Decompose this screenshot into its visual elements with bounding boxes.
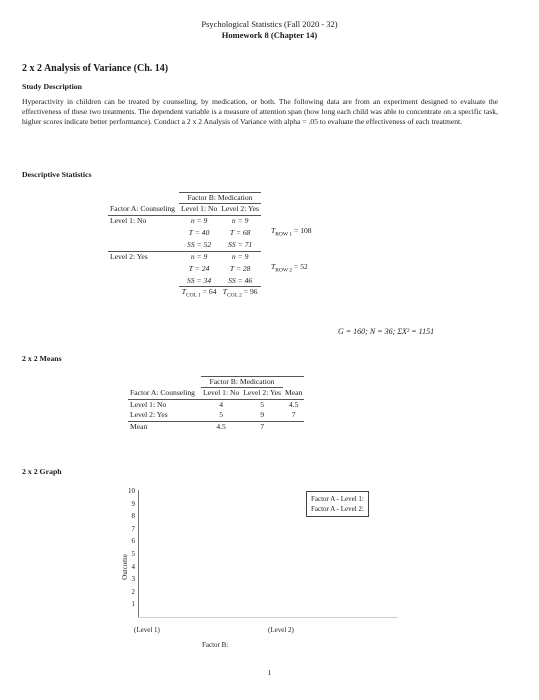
means-col2: Level 2: Yes [243,388,282,398]
legend-level1: Factor A - Level 1: [311,495,364,503]
legend [306,491,369,517]
trow1: $T_{ROW 1} = 108$ [271,226,312,238]
graph-heading: 2 x 2 Graph [22,467,62,476]
row-level1-label: Level 1: No [110,215,147,225]
means-r2-v2: 9 [241,410,283,421]
means-r2-v1: 5 [201,410,241,421]
y-tick-label: 6 [131,537,135,546]
means-r2-v3: 7 [283,410,304,421]
means-r1-v1: 4 [219,399,223,409]
legend-level2: Factor A - Level 2: [311,505,364,513]
y-tick-label: 8 [131,512,135,521]
cell-r1c1-t: T = 40 [188,227,210,237]
y-tick-label: 3 [131,575,135,584]
means-row2-label: Level 2: Yes [128,410,201,421]
y-tick-label: 7 [131,524,135,533]
y-tick-label: 5 [131,550,135,558]
factor-a-label: Factor A: Counseling [108,204,179,215]
factor-b-label: Factor B: Medication [179,193,261,204]
means-heading: 2 x 2 Means [22,354,62,363]
section-title: 2 x 2 Analysis of Variance (Ch. 14) [22,63,169,74]
page-number: 1 [267,668,272,677]
cell-r2c1-t: T = 24 [188,263,210,273]
cell-r1c2-ss: SS = 71 [219,240,261,251]
cell-r2c2-n: n = 9 [231,251,249,261]
descriptive-heading: Descriptive Statistics [22,170,92,179]
y-axis-label: Outcome [121,554,129,580]
means-r3-v2: 7 [260,421,265,431]
y-tick-label: 9 [131,499,135,508]
x-level2-label: (Level 2) [268,626,294,634]
grand-totals: G = 160; N = 36; ΣX² = 1151 [338,327,435,336]
means-r3-v1: 4.5 [216,421,226,431]
cell-r1c2-n: n = 9 [231,215,249,225]
cell-r1c1-n: n = 9 [190,215,208,225]
means-row1-label: Level 1: No [130,399,167,409]
course-title: Psychological Statistics (Fall 2020 - 32) [201,19,338,29]
tcol2: $T_{COL 2} = 96$ [219,287,261,301]
x-level1-label: (Level 1) [134,626,160,634]
study-heading: Study Description [22,82,82,91]
means-col1: Level 1: No [202,388,240,398]
means-r1-v3: 4.5 [288,399,299,409]
cell-r2c2-t: T = 28 [229,263,251,273]
cell-r1c1-ss: SS = 52 [179,240,219,251]
means-col3: Mean [283,388,304,399]
descriptive-table [108,192,314,301]
col-level1: Level 1: No [180,204,218,214]
means-factor-a: Factor A: Counseling [128,388,201,399]
x-axis [138,617,398,618]
cell-r2c1-ss: SS = 34 [187,275,212,285]
cell-r2c1-n: n = 9 [190,251,208,261]
col-level2: Level 2: Yes [221,204,260,214]
cell-r2c2-ss: SS = 46 [228,275,253,285]
study-description: Hyperactivity in children can be treated by counseling, by medication, or both. The following data are from an experiment designed to evaluate the effectiveness of these two treatments. The dependent variable is a measure of attention span (how long each child was able to concentrate on a specific task, higher scores indicate better performance). Conduct a 2 x 2 Analysis of Variance with alpha = .05 to evaluate the effectiveness of each treatment. [22,97,498,127]
trow2: $T_{ROW 2} = 52$ [271,261,308,274]
y-tick-label: 4 [131,562,135,571]
y-tick-label: 10 [128,487,135,495]
means-r3-v3 [283,421,304,432]
assignment-title: Homework 8 (Chapter 14) [221,30,318,40]
x-axis-label: Factor B: [202,641,229,649]
means-factor-b: Factor B: Medication [201,377,283,388]
tcol1: $T_{COL 1} = 64$ [179,287,219,301]
y-tick-label: 1 [131,600,135,609]
means-table [128,376,304,432]
means-r1-v2: 5 [260,399,265,409]
y-tick-label: 2 [131,587,135,596]
means-row3-label: Mean [130,421,148,431]
cell-r1c2-t: T = 68 [229,227,251,237]
row-level2-label: Level 2: Yes [110,251,148,261]
y-axis [138,490,139,618]
